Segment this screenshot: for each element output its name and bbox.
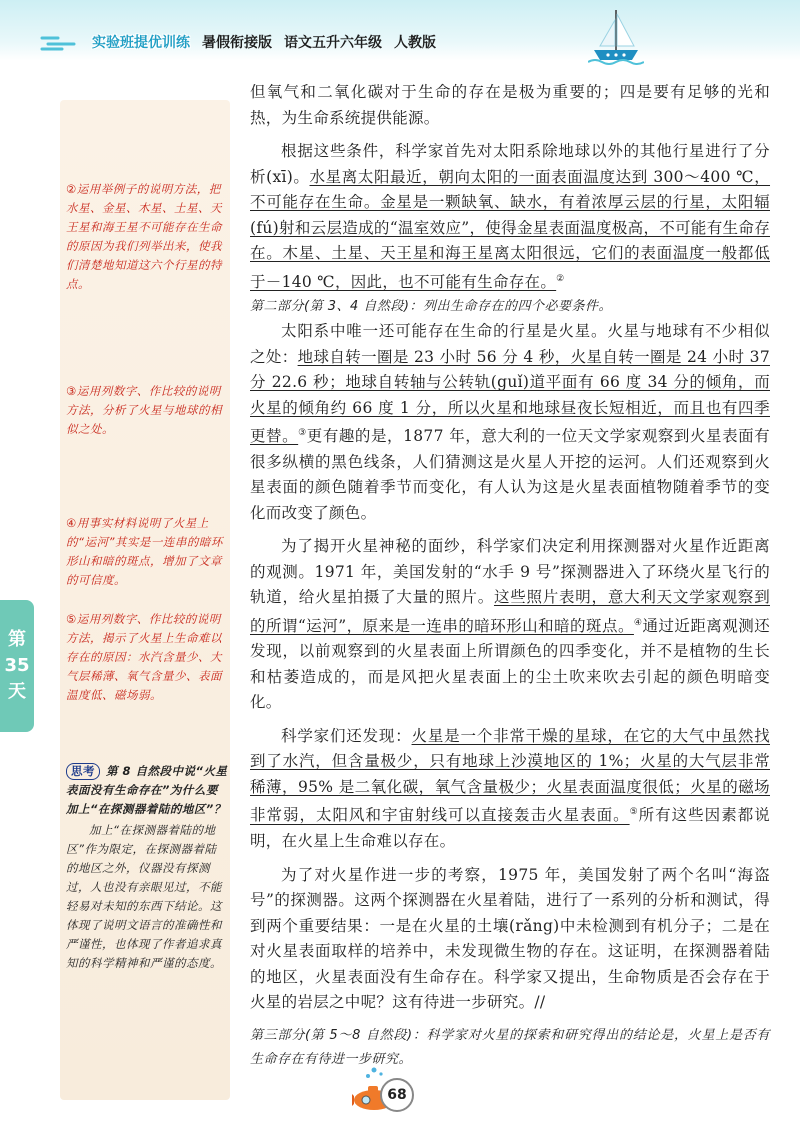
marker-2: ② xyxy=(556,273,565,284)
day-tab-line1: 第 xyxy=(8,629,26,650)
paragraph-5-rest: 所有这些因素都说明，在火星上生命难以存在。 xyxy=(250,806,770,851)
paragraph-4-intro: 为了揭开火星神秘的面纱，科学家们决定利用探测器对火星作近距离的观测。1971 年，美国发射的“水手 9 号”探测器进入了环绕火星飞行的轨道，给火星拍摄了大量的照片。 xyxy=(250,537,770,607)
annotation-note-5: ⑤运用列数字、作比较的说明方法，揭示了火星上生命难以存在的原因：水汽含量少、大气层稀薄、氧气含量少、表面温度低、磁场弱。 xyxy=(66,612,222,702)
publisher-label: 人教版 xyxy=(394,35,436,51)
paragraph-6: 为了对火星作进一步的考察，1975 年，美国发射了两个名叫“海盗号”的探测器。这两个探测器在火星着陆，进行了一系列的分析和测试，得到两个重要结果：一是在火星的土壤(rǎng)中未检测到有机分子；二是在对火星表面取样的培养中，未发现微生物的存在。这证明，在探测器着陆的地区，火星表面没有生命存在。科学家又提出，生命物质是否会存在于火星的岩层之中呢？这有待进一步研究。// xyxy=(250,865,770,1012)
annotation-note-3: ③运用列数字、作比较的说明方法，分析了火星与地球的相似之处。 xyxy=(66,384,222,436)
paragraph-2-intro: 根据这些条件，科学家首先对太阳系除地球以外的其他行星进行了分析(xī)。 xyxy=(250,142,770,186)
paragraph-3-underlined: 地球自转一圈是 23 小时 56 分 4 秒，火星自转一圈是 24 小时 37 分 22.6 秒；地球自转轴与公转轨(guǐ)道平面有 66 度 34 分的倾角，而火星的倾角约 66 度 1 分，所以火星和地球昼夜长短相近，而且也有四季更替。 xyxy=(250,347,770,446)
think-question: 第 8 自然段中说“火星表面没有生命存在”为什么要加上“在探测器着陆的地区”？ xyxy=(66,764,228,816)
marker-4: ④ xyxy=(633,617,643,628)
day-tab-line3: 天 xyxy=(8,681,26,702)
paragraph-3-rest: 更有趣的是，1877 年，意大利的一位天文学家观察到火星表面有很多纵横的黑色线条，人们猜测这是火星人开挖的运河。人们还观察到火星表面的颜色随着季节而变化，有人认为这是火星表面植物随着季节的变化而改变了颜色。 xyxy=(250,427,770,522)
series-title: 实验班提优训练 xyxy=(92,32,190,52)
paragraph-2-underlined: 水星离太阳最近，朝向太阳的一面表面温度达到 300～400 ℃，不可能存在生命。金星是一颗缺氧、缺水，有着浓厚云层的行星，太阳辐(fú)射和云层造成的“温室效应”，使得金星表面温度极高，不可能有生命存在。木星、土星、天王星和海王星离太阳很远，它们的表面温度一般都低于－140 ℃，因此，也不可能有生命存在。 xyxy=(250,167,771,291)
part-2-summary: 第二部分(第 3、4 自然段)：列出生命存在的四个必要条件。 xyxy=(250,299,612,315)
think-answer: 加上“在探测器着陆的地区”作为限定，在探测器着陆的地区之外，仪器没有探测过，人也没有亲眼见过，不能轻易对未知的东西下结论。这体现了说明文语言的准确性和严谨性，也体现了作者追求真知的科学精神和严谨的态度。 xyxy=(66,823,222,970)
paragraph-4 xyxy=(250,534,770,716)
marker-3: ③ xyxy=(298,428,307,439)
part-3-summary: 第三部分(第 5～8 自然段)：科学家对火星的探索和研究得出的结论是，火星上是否有生命存在有待进一步研究。 xyxy=(250,1027,770,1067)
sailboat-icon xyxy=(588,6,644,66)
edition-label: 暑假衔接版 xyxy=(202,35,272,51)
wave-decoration-icon xyxy=(40,32,84,52)
main-text xyxy=(250,80,770,1072)
annotation-note-4: ④用事实材料说明了火星上的“运河”其实是一连串的暗环形山和暗的斑点，增加了文章的可信度。 xyxy=(66,516,223,587)
page-header xyxy=(0,0,800,60)
paragraph-3-intro: 太阳系中唯一还可能存在生命的行星是火星。火星与地球有不少相似之处： xyxy=(250,322,770,366)
day-tab-number: 35 xyxy=(4,655,30,676)
paragraph-5-intro: 科学家们还发现： xyxy=(281,726,412,745)
marker-5: ⑤ xyxy=(629,807,639,818)
annotation-note-2: ②运用举例子的说明方法，把水星、金星、木星、土星、天王星和海王星不可能存在生命的原因为我们列举出来，使我们清楚地知道这六个行星的特点。 xyxy=(66,182,222,291)
header-bar xyxy=(92,30,436,54)
paragraph-4-underlined: 这些照片表明，意大利天文学家观察到的所谓“运河”，原来是一连串的暗环形山和暗的斑点。 xyxy=(250,588,770,635)
paragraph-5 xyxy=(250,724,770,855)
paragraph-5-underlined: 火星是一个非常干燥的星球，在它的大气中虽然找到了水汽，但含量极少，只有地球上沙漠地区的 1%；火星的大气层非常稀薄，95% 是二氧化碳，氧气含量极少；火星表面温度很低；火星的磁场非常弱，太阳风和宇宙射线可以直接轰击火星表面。 xyxy=(250,726,770,825)
think-tag: 思考 xyxy=(66,763,100,780)
paragraph-3 xyxy=(250,319,770,526)
paragraph-1: 但氧气和二氧化碳对于生命的存在是极为重要的；四是要有足够的光和热，为生命系统提供能源。 xyxy=(250,83,770,127)
paragraph-4-rest: 通过近距离观测还发现，以前观察到的火星表面上所谓颜色的四季变化，并不是植物的生长和枯萎造成的，而是风把火星表面上的尘土吹来吹去引起的颜色明暗变化。 xyxy=(250,616,770,712)
think-box xyxy=(66,762,228,973)
paragraph-2 xyxy=(250,139,770,295)
page-number: 68 xyxy=(380,1078,414,1112)
subject-label: 语文五升六年级 xyxy=(284,35,382,51)
day-tab xyxy=(0,600,34,732)
